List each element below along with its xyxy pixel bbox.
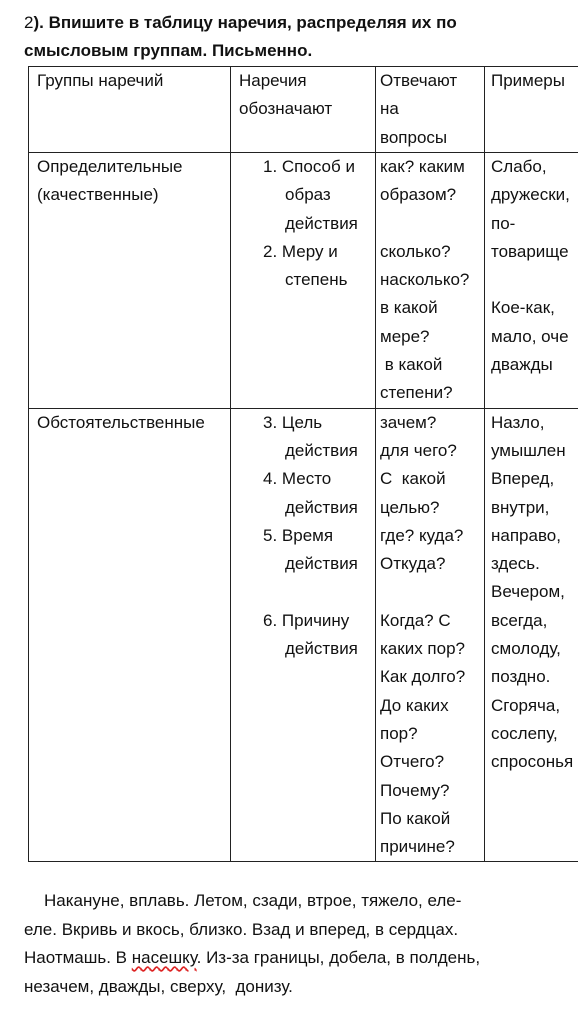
examples-cell [485, 408, 578, 862]
question-line: Почему? [380, 780, 450, 800]
spacer [380, 578, 484, 606]
question-line: Отчего? [380, 752, 445, 772]
meaning-item: 2. Меру и [263, 241, 338, 261]
meaning-cell [231, 408, 376, 862]
adverbs-table [28, 66, 578, 862]
task-text-1: ). Впишите в таблицу наречия, распределяя их по [33, 13, 457, 32]
paragraph-line: незачем, дважды, сверху, донизу. [24, 976, 293, 996]
header-text: Группы наречий [37, 71, 164, 90]
meaning-item-cont: действия [285, 213, 358, 233]
group-text: Обстоятельственные [37, 412, 205, 432]
adverbs-paragraph [24, 887, 564, 1001]
question-line: зачем? [380, 412, 437, 432]
example-line: мало, оче [491, 326, 569, 346]
meaning-item: 3. Цель [263, 412, 323, 432]
example-line: умышлен [491, 440, 566, 460]
questions-cell [376, 153, 485, 409]
example-line: товарище [491, 241, 569, 261]
question-line: причине? [380, 837, 455, 857]
table-header-row [29, 67, 578, 153]
question-line: Откуда? [380, 554, 446, 574]
header-examples [485, 67, 578, 153]
examples-cell [485, 153, 578, 409]
task-text-2: смысловым группам. Письменно. [24, 41, 313, 60]
question-line: Когда? С [380, 610, 451, 630]
meaning-item-cont: действия [285, 554, 358, 574]
questions-cell [376, 408, 485, 862]
header-meaning [231, 67, 376, 153]
example-line: поздно. [491, 667, 551, 687]
question-line: каких пор? [380, 639, 465, 659]
meaning-item-cont: действия [285, 440, 358, 460]
table-row [29, 153, 578, 409]
example-line: внутри, [491, 497, 550, 517]
question-line: целью? [380, 497, 440, 517]
header-text: Отвечают [380, 71, 458, 90]
question-line: Как долго? [380, 667, 466, 687]
question-line: для чего? [380, 440, 457, 460]
question-line: образом? [380, 185, 457, 205]
meaning-item: 4. Место [263, 469, 332, 489]
meaning-cell [231, 153, 376, 409]
question-line: где? куда? [380, 525, 464, 545]
spacer [491, 266, 578, 294]
question-line: С какой [380, 469, 446, 489]
paragraph-line [24, 944, 564, 973]
paragraph-line: Накануне, вплавь. Летом, сзади, втрое, тяжело, еле- [44, 891, 462, 910]
meaning-item: 5. Время [263, 525, 334, 545]
table-row [29, 408, 578, 862]
task-number: 2 [24, 13, 34, 32]
meaning-item-cont: степень [285, 270, 348, 290]
question-line: как? каким [380, 157, 465, 176]
meaning-item: 6. Причину [263, 610, 350, 630]
example-line: здесь. [491, 554, 540, 574]
group-text: (качественные) [37, 185, 159, 205]
header-text: вопросы [380, 127, 448, 147]
example-line: Назло, [491, 412, 545, 432]
paragraph-line: еле. Вкривь и вкось, близко. Взад и вперед, в сердцах. [24, 919, 459, 939]
question-line: степени? [380, 383, 453, 403]
group-text: Определительные [37, 157, 183, 176]
example-line: по- [491, 213, 516, 233]
misspelled-word: насешку [131, 948, 197, 967]
example-line: смолоду, [491, 639, 561, 659]
group-cell [29, 153, 231, 409]
meaning-item: 1. Способ и [263, 157, 355, 176]
question-line: мере? [380, 326, 430, 346]
group-cell [29, 408, 231, 862]
example-line: Кое-как, [491, 298, 555, 318]
spacer [380, 210, 484, 238]
task-line-2 [24, 37, 574, 65]
example-line: дважды [491, 355, 553, 375]
question-line: в какой [380, 298, 438, 318]
header-text: Наречия [239, 71, 307, 90]
example-line: Вперед, [491, 469, 555, 489]
example-line: дружески, [491, 185, 570, 205]
spacer [239, 578, 375, 606]
example-line: Вечером, [491, 582, 565, 602]
question-line: По какой [380, 808, 451, 828]
task-line-1 [24, 9, 574, 37]
example-line: направо, [491, 525, 561, 545]
header-text: Примеры [491, 71, 565, 90]
header-questions [376, 67, 485, 153]
meaning-item-cont: образ [285, 185, 331, 205]
header-text: обозначают [239, 99, 333, 119]
task-heading [24, 9, 574, 65]
question-line: сколько? [380, 241, 451, 261]
example-line: спросонья [491, 752, 574, 772]
paragraph-text: . Из-за границы, добела, в полдень, [196, 948, 481, 967]
example-line: сослепу, [491, 723, 558, 743]
example-line: Слабо, [491, 157, 547, 176]
question-line: насколько? [380, 270, 470, 290]
meaning-item-cont: действия [285, 497, 358, 517]
example-line: Сгоряча, [491, 695, 561, 715]
header-text: на [380, 99, 399, 119]
meaning-item-cont: действия [285, 639, 358, 659]
question-line: пор? [380, 723, 418, 743]
paragraph-text: Наотмашь. В [24, 948, 132, 967]
question-line: До каких [380, 695, 449, 715]
header-groups [29, 67, 231, 153]
example-line: всегда, [491, 610, 548, 630]
question-line: в какой [380, 355, 443, 375]
